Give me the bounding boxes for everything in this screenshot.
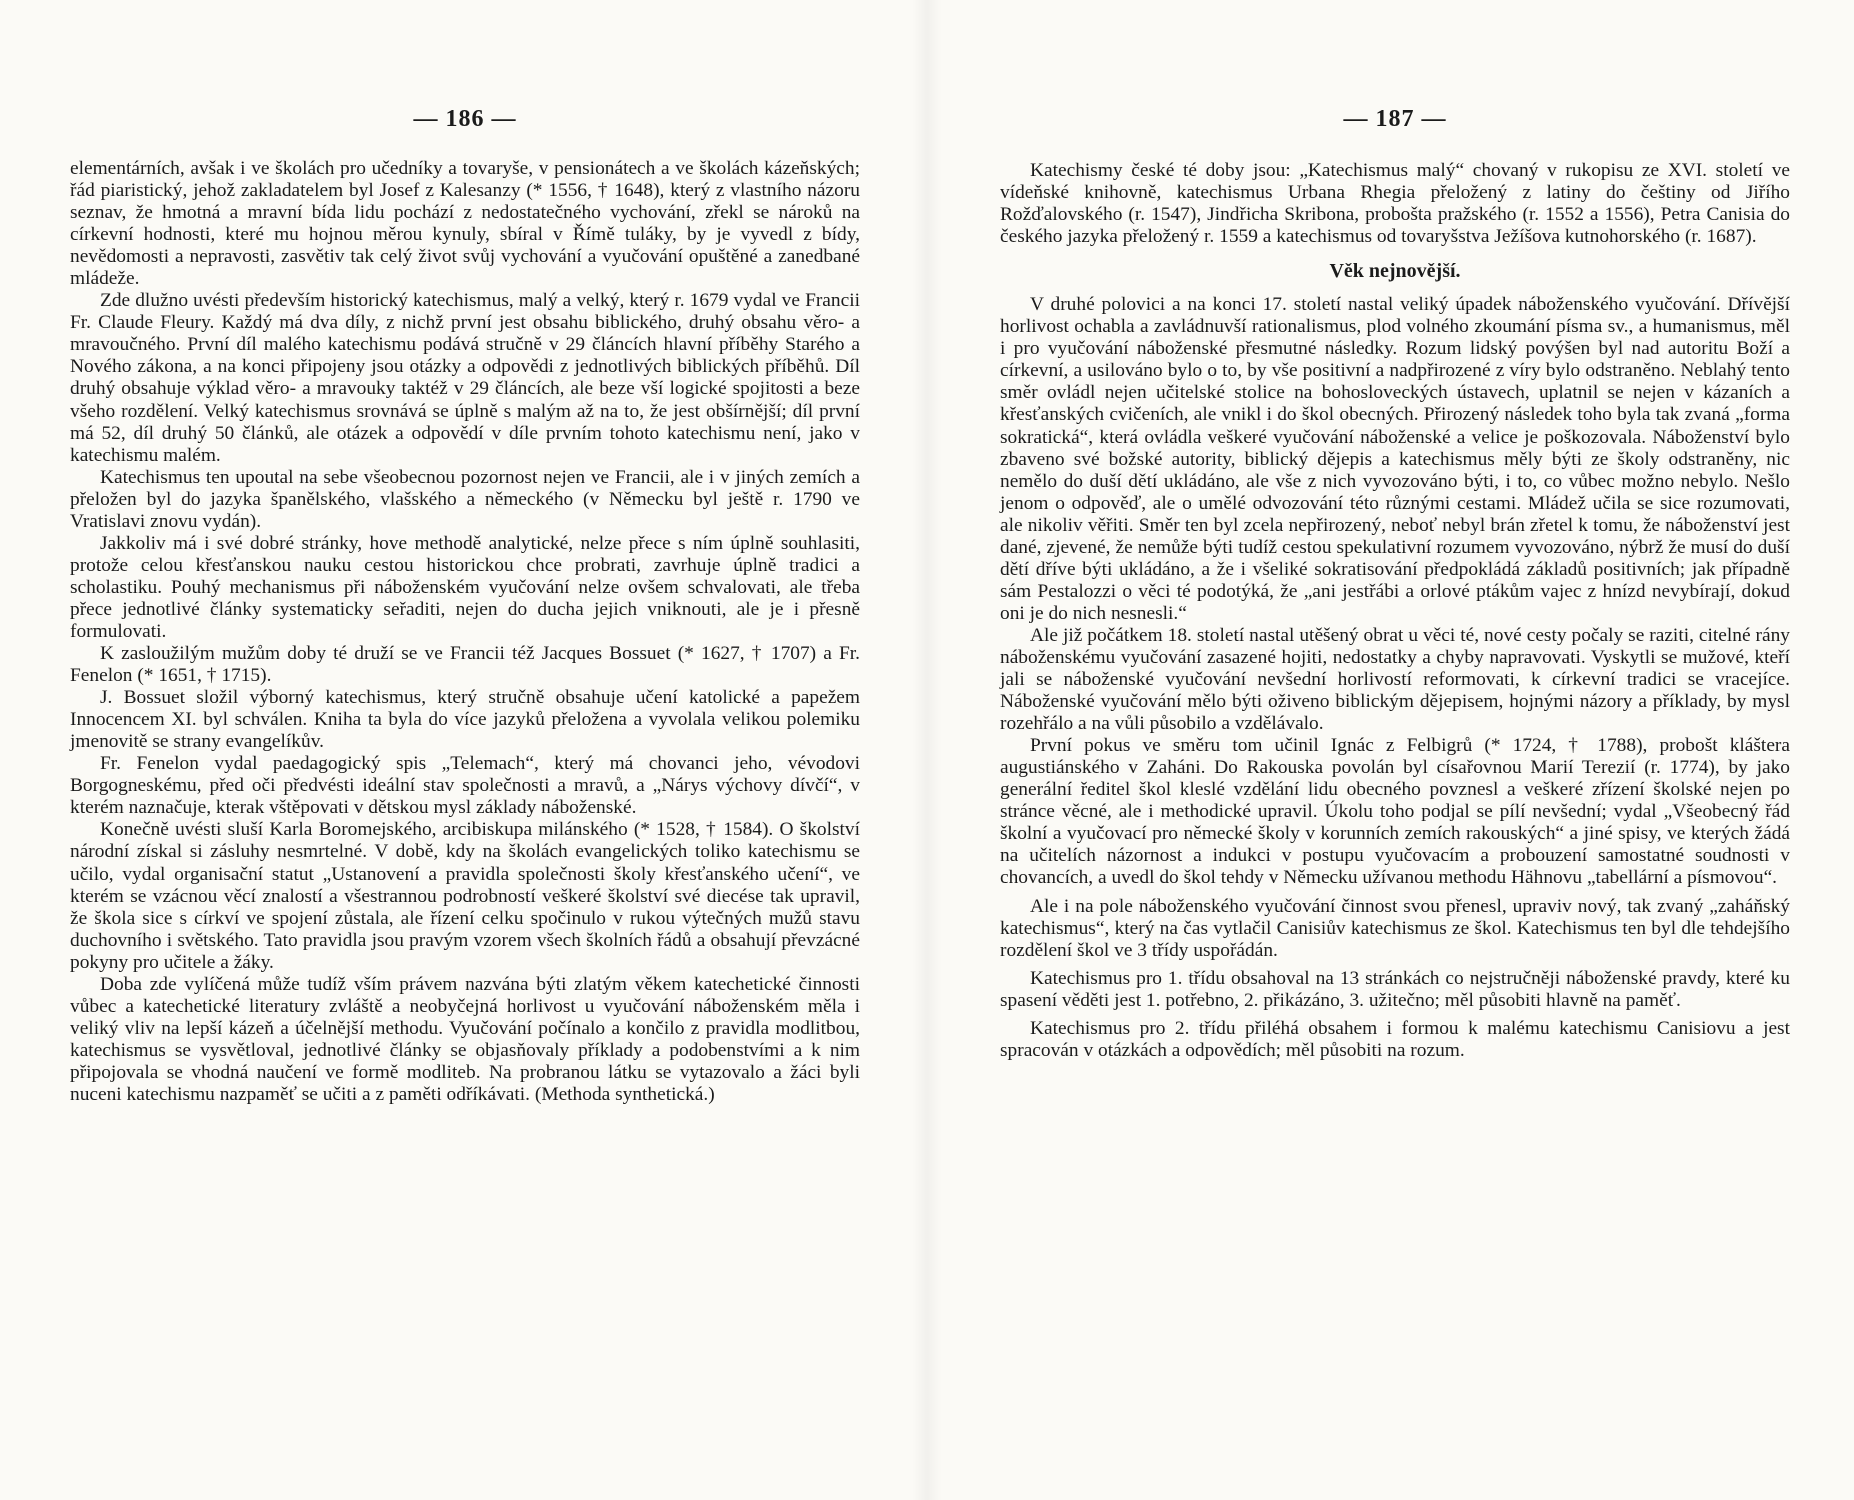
page-text xyxy=(1000,160,1790,1062)
paragraph: Doba zde vylíčená může tudíž vším právem nazvána býti zlatým věkem katechetické činnosti vůbec a katechetické literatury zvláště a neobyčejná horlivost u vyučování náboženském měla i veliký vliv na lepší kázeň a účelnější methodu. Vyučování počínalo a končilo z pravidla modlitbou, katechismus se vysvětloval, jednotlivé články se objasňovaly příklady a podobenstvími a k nim připojovala se vhodná naučení ve formě modliteb. Na probranou látku se vytazovalo a žáci byli nuceni katechismu nazpaměť se učiti a z paměti odříkávati. (Methoda synthetická.) xyxy=(70,973,860,1105)
section-heading: Věk nejnovější. xyxy=(1329,260,1461,283)
paragraph: Katechismus pro 1. třídu obsahoval na 13 stránkách co nejstručněji náboženské pravdy, které ku spasení věděti jest 1. potřebno, 2. přikázáno, 3. užitečno; měl působiti hlavně na paměť. xyxy=(1000,967,1790,1011)
paragraph: Jakkoliv má i své dobré stránky, hove methodě analytické, nelze přece s ním úplně souhlasiti, protože celou křesťanskou nauku cestou historickou chce probrati, zavrhuje úplně tradici a scholastiku. Pouhý mechanismus při náboženském vyučování nelze ovšem schvalovati, ale třeba přece jednotlivé články systematicky seřaditi, nejen do ducha jejich vniknouti, ale je i přesně formulovati. xyxy=(70,532,860,642)
paragraph: V druhé polovici a na konci 17. století nastal veliký úpadek náboženského vyučování. Dřívější horlivost ochabla a zavládnuvší rationalismus, plod volného zkoumání písma sv., a humanismus, měl i pro vyučování náboženské přesmutné následky. Rozum lidský povýšen byl nad autoritu Boží a církevní, a usilováno bylo o to, by vše positivní a nadpřirozené z víry bylo odstraněno. Neblahý tento směr ovládl nejen učitelské stolice na bohosloveckých ústavech, uplatnil se nejen v kázaních a křesťanských cvičeních, ale vnikl i do škol obecných. Přirozený následek toho byla tak zvaná „forma sokratická“, která ovládla veškeré vyučování náboženské a velice je poškozovala. Náboženství bylo zbaveno své božské autority, biblický dějepis a katechismus měly býti ze školy odstraněny, nic nemělo do duší dětí ukládáno, ale vše z nich vyvozováno býti, i to, co vůbec možno nebylo. Nešlo jenom o odpověď, ale o umělé odvozování této různými cestami. Mládež učila se sice rozumovati, ale nikoliv věřiti. Směr ten byl zcela nepřirozený, neboť nebyl brán zřetel k tomu, že náboženství jest dané, zjevené, že nemůže býti tudíž cestou spekulativní rozumem vyvozováno, nýbrž že musí do duší dětí dříve býti ukládáno, a že i všeliké sokratisování předpokládá základů positivních; jak případně sám Pestalozzi o věci té podotýká, že „ani jestřábi a orlové ptákům vajec z hnízd nevybírají, dokud oni je do nich nesnesli.“ xyxy=(1000,294,1790,624)
page-number: — 186 — xyxy=(413,106,517,132)
paragraph: Zde dlužno uvésti především historický katechismus, malý a velký, který r. 1679 vydal ve Francii Fr. Claude Fleury. Každý má dva díly, z nichž první jest obsahu biblického, druhý obsahu věro- a mravoučného. První díl malého katechismu podává stručně v 29 článcích hlavní příběhy Starého a Nového zákona, a na konci připojeny jsou otázky a odpovědi z jednotlivých biblických příběhů. Díl druhý obsahuje výklad věro- a mravouky taktéž v 29 článcích, ale beze vší logické spojitosti a beze všeho rozdělení. Velký katechismus srovnává se úplně s malým až na to, že jest obšírnější; díl první má 52, díl druhý 50 článků, ale otázek a odpovědí v díle prvním tohoto katechismu není, jako v katechismu malém. xyxy=(70,290,860,466)
paragraph: Katechismus ten upoutal na sebe všeobecnou pozornost nejen ve Francii, ale i v jiných zemích a přeložen byl do jazyka španělského, vlašského a německého (v Německu byl ještě r. 1790 ve Vratislavi znovu vydán). xyxy=(70,466,860,532)
page-text xyxy=(70,158,860,1106)
paragraph: Konečně uvésti sluší Karla Boromejského, arcibiskupa milánského (* 1528, † 1584). O školství národní získal si zásluhy nesmrtelné. V době, kdy na školách evangelických toliko katechismu se učilo, vydal organisační statut „Ustanovení a pravidla společnosti školy křesťanského učení“, ve kterém se vzácnou věcí znalostí a všestrannou podrobností veškeré školství své diecése tak upravil, že škola sice s církví ve spojení zůstala, ale řízení celku spočinulo v rukou výtečných mužů stavu duchovního i světského. Tato pravidla jsou pravým vzorem všech školních řádů a obsahují převzácné pokyny pro učitele a žáky. xyxy=(70,819,860,973)
paragraph: Ale již počátkem 18. století nastal utěšený obrat u věci té, nové cesty počaly se raziti, citelné rány náboženskému vyučování zasazené hojiti, nedostatky a chyby napravovati. Vyskytli se mužové, kteří jali se náboženské vyučování nevšední horlivostí reformovati, k církevní tradici se vracejíce. Náboženské vyučování mělo býti oživeno biblickým dějepisem, hojnými názory a příklady, by mysl rozehřálo a na vůli působilo a vzdělávalo. xyxy=(1000,624,1790,735)
paragraph: K zasloužilým mužům doby té druží se ve Francii též Jacques Bossuet (* 1627, † 1707) a Fr. Fenelon (* 1651, † 1715). xyxy=(70,643,860,687)
paragraph: Fr. Fenelon vydal paedagogický spis „Telemach“, který má chovanci jeho, vévodovi Borgogneskému, před oči předvésti ideální stav společnosti a mravů, a „Nárys výchovy dívčí“, v kterém naznačuje, kterak vštěpovati v dětskou mysl základy náboženské. xyxy=(70,753,860,819)
right-page xyxy=(1000,0,1790,1500)
paragraph: Katechismy české té doby jsou: „Katechismus malý“ chovaný v rukopisu ze XVI. století ve vídeňské knihovně, katechismus Urbana Rhegia přeložený z latiny do češtiny od Jiřího Rožďalovského (r. 1547), Jindřicha Skribona, probošta pražského (r. 1552 a 1556), Petra Canisia do českého jazyka přeložený r. 1559 a katechismus od tovaryšstva Ježíšova kutnohorského (r. 1687). xyxy=(1000,160,1790,248)
paragraph: První pokus ve směru tom učinil Ignác z Felbigrů (* 1724, † 1788), probošt kláštera augustiánského v Zaháni. Do Rakouska povolán byl císařovnou Marií Terezií (r. 1774), by jako generální ředitel škol kleslé vzdělání lidu obecného povznesl a veškeré zřízení školské nejen po stránce věcné, ale i methodické upravil. Úkolu toho podjal se pílí nevšední; vydal „Všeobecný řád školní a vyučovací pro německé školy v korunních zemích rakouských“ a jiné spisy, ve kterých žádá na učitelích názornost a indukci v postupu vyučovacím a probouzení samostatné soudnosti v chovancích, a uvedl do škol tehdy v Německu užívanou methodu Hähnovu „tabellární a písmovou“. xyxy=(1000,735,1790,889)
page-number: — 187 — xyxy=(1343,106,1447,132)
left-page xyxy=(70,0,860,1500)
book-gutter xyxy=(912,0,942,1500)
paragraph: Ale i na pole náboženského vyučování činnost svou přenesl, upraviv nový, tak zvaný „zaháňský katechismus“, který na čas vytlačil Canisiův katechismus ze škol. Katechismus ten byl dle tehdejšího rozdělení škol ve 3 třídy uspořádán. xyxy=(1000,895,1790,961)
paragraph: Katechismus pro 2. třídu přiléhá obsahem i formou k malému katechismu Canisiovu a jest spracován v otázkách a odpovědích; měl působiti na rozum. xyxy=(1000,1017,1790,1061)
paragraph: elementárních, avšak i ve školách pro učedníky a tovaryše, v pensionátech a ve školách kázeňských; řád piaristický, jehož zakladatelem byl Josef z Kalesanzy (* 1556, † 1648), který z vlastního názoru seznav, že hmotná a mravní bída lidu pochází z nedostatečného vychování, zřekl se nároků na církevní hodnosti, které mu hojnou měrou kynuly, sbíral v Římě tuláky, by je vyvedl z bídy, nevědomosti a nepravosti, zasvětiv tak celý život svůj vychování a vyučování opuštěné a zanedbané mládeže. xyxy=(70,158,860,290)
paragraph: J. Bossuet složil výborný katechismus, který stručně obsahuje učení katolické a papežem Innocencem XI. byl schválen. Kniha ta byla do více jazyků přeložena a vyvolala velikou polemiku jmenovitě se strany evangelíkův. xyxy=(70,687,860,753)
